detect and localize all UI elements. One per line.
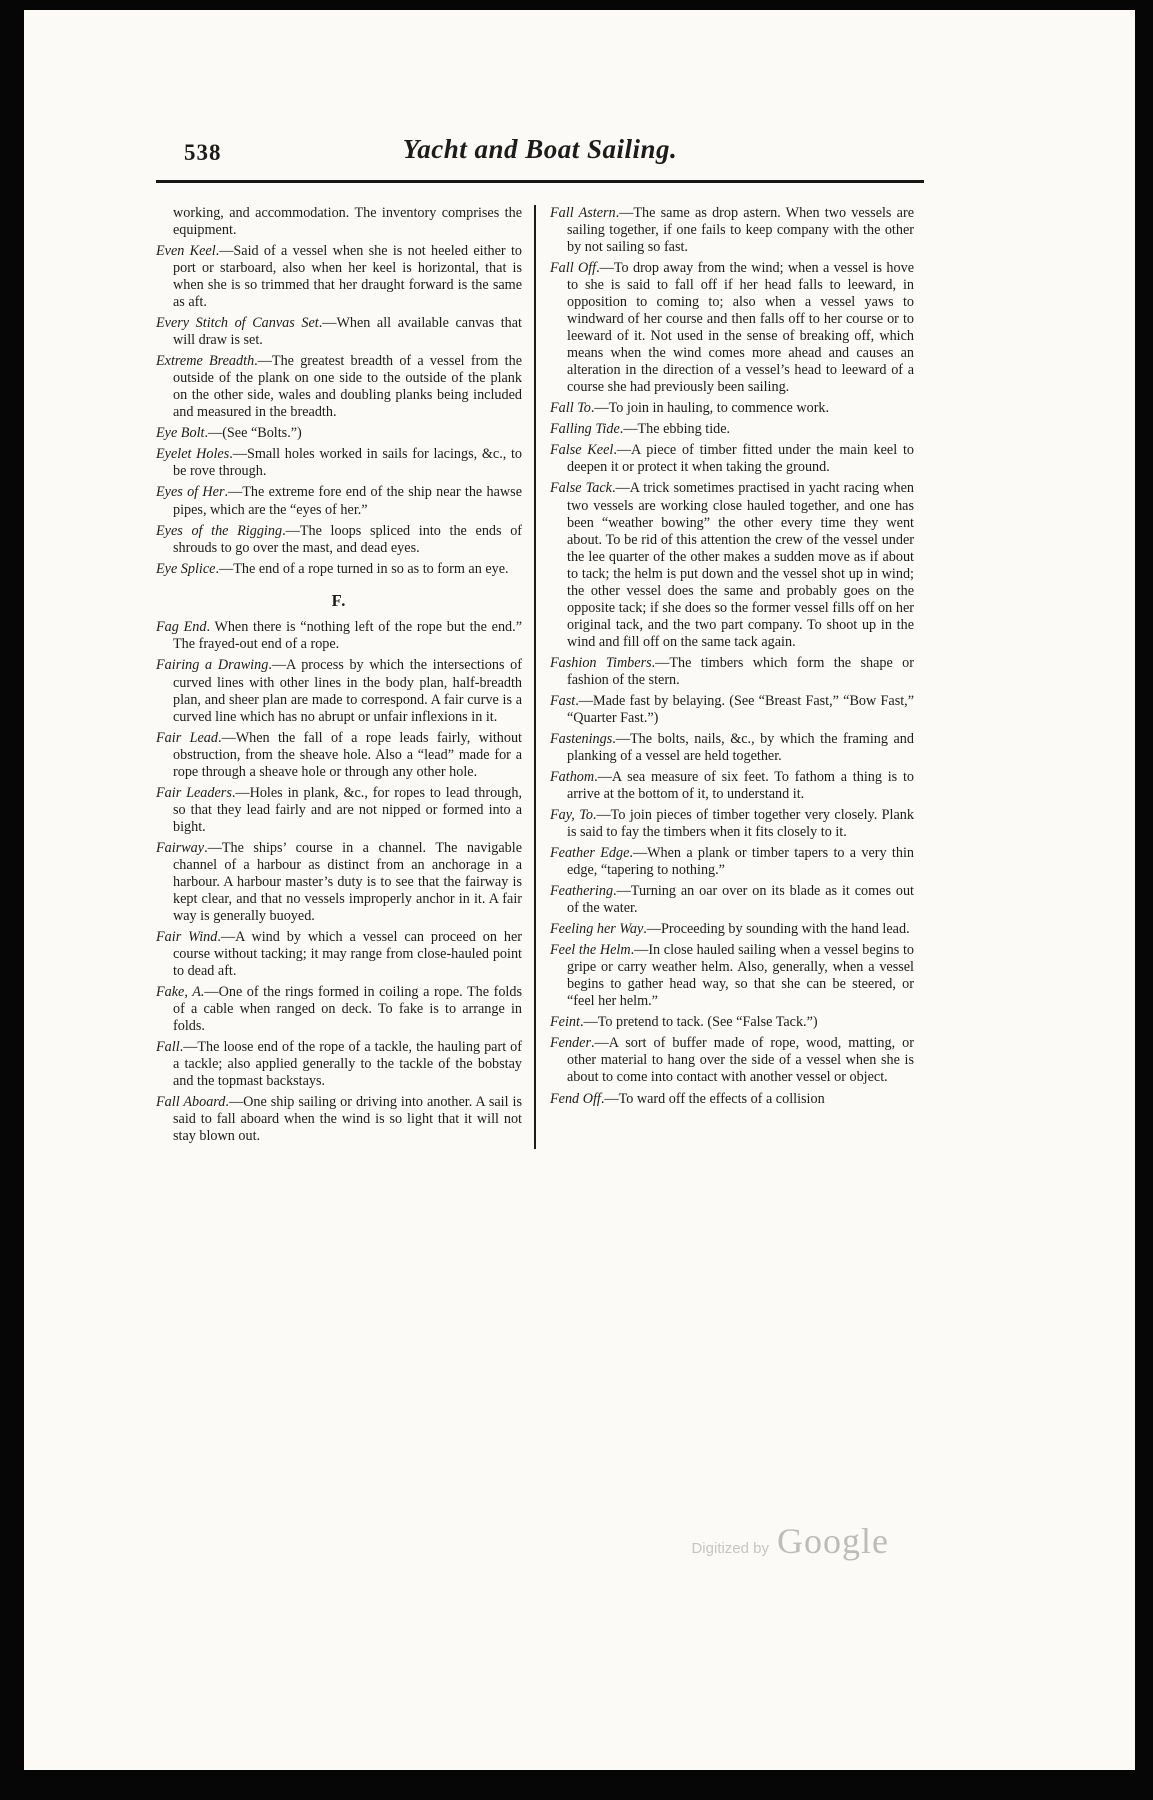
entry-term: Fender: [550, 1035, 591, 1052]
glossary-entry: [550, 421, 914, 438]
entry-term: Fall: [156, 1039, 180, 1056]
entry-definition: .—The bolts, nails, &c., by which the framing and planking of a vessel are held together.: [567, 730, 914, 764]
entry-definition: .—A sort of buffer made of rope, wood, matting, or other material to hang over the side of a vessel when she is about to come into contact with another vessel or object.: [567, 1035, 914, 1086]
entry-definition: .—A sea measure of six feet. To fathom a thing is to arrive at the bottom of it, to understand it.: [567, 768, 914, 802]
glossary-entry: [156, 619, 522, 653]
glossary-entry: [550, 655, 914, 689]
continuation-paragraph: [156, 205, 522, 239]
entry-term: Eye Bolt: [156, 425, 205, 442]
entry-term: Eyes of Her: [156, 484, 225, 501]
entry-term: Eyes of the Rigging: [156, 522, 283, 539]
page-title: Yacht and Boat Sailing.: [402, 134, 678, 164]
glossary-entry: [156, 984, 522, 1035]
entry-term: Eyelet Holes: [156, 446, 230, 463]
glossary-entry: [156, 840, 522, 925]
entry-term: Fairing a Drawing: [156, 657, 269, 674]
entry-definition: .—The loops spliced into the ends of shrouds to go over the mast, and dead eyes.: [173, 522, 523, 556]
entry-term: False Tack: [550, 480, 612, 497]
glossary-entry: [156, 1039, 522, 1090]
glossary-entry: [156, 484, 522, 518]
entry-definition: .—One ship sailing or driving into another. A sail is said to fall aboard when the wind is so light that it will not stay blown out.: [173, 1094, 522, 1145]
entry-term: Feint: [550, 1014, 580, 1031]
glossary-entry: [550, 1014, 914, 1031]
entry-definition: .—Holes in plank, &c., for ropes to lead through, so that they lead fairly and are not nipped or formed into a bight.: [173, 784, 523, 835]
entry-term: Fag End: [156, 619, 207, 636]
google-logo: Google: [777, 1521, 889, 1561]
glossary-entry: [156, 353, 522, 421]
glossary-entry: [550, 693, 914, 727]
entry-definition: .—The same as drop astern. When two vessels are sailing together, if one fails to keep company with the other by not sailing so fast.: [567, 205, 914, 256]
entry-definition: .—To drop away from the wind; when a vessel is hove to she is said to fall off if her head falls to leeward, in opposition to coming to; also when a vessel yaws to windward of her course and then falls off to her course or to leeward of it. Not used in the sense of breaking off, which means when the wind comes more ahead and causes an alteration in the direction of a vessel’s head to leeward of a course she had previously been sailing.: [567, 260, 914, 396]
glossary-entry: [156, 730, 522, 781]
entry-term: Fast: [550, 692, 576, 709]
entry-definition: .—The end of a rope turned in so as to form an eye.: [215, 560, 509, 577]
glossary-entry: [550, 400, 914, 417]
entry-definition: .—To ward off the effects of a collision: [600, 1090, 825, 1107]
glossary-entry: [550, 921, 914, 938]
entry-definition: .—The ships’ course in a channel. The navigable channel of a harbour as distinct from an anchorage in a harbour. A harbour master’s duty is to see that the fairway is kept clear, and that no vessels improperly anchor in it. A fair way is generally buoyed.: [173, 839, 522, 924]
entry-definition: .—To pretend to tack. (See “False Tack.”): [579, 1014, 818, 1031]
entry-definition: .—A wind by which a vessel can proceed on her course without tacking; it may range from close-hauled point to dead aft.: [173, 928, 522, 980]
glossary-entry: [550, 1035, 914, 1086]
glossary-entry: [550, 260, 914, 396]
entry-definition: .—The extreme fore end of the ship near the hawse pipes, which are the “eyes of her.”: [173, 484, 522, 518]
entry-definition: .—The loose end of the rope of a tackle, the hauling part of a tackle; also applied generally to the tackle of the bobstay and the topmast backstays.: [173, 1039, 522, 1090]
section-heading: F.: [331, 590, 347, 610]
glossary-entry: [156, 561, 522, 578]
glossary-entry: [550, 807, 914, 841]
entry-term: Fall To: [550, 400, 591, 417]
column-left: [156, 205, 534, 1149]
entry-term: Feeling her Way: [550, 921, 644, 938]
glossary-entry: [550, 205, 914, 256]
entry-definition: .—When all available canvas that will draw is set.: [173, 315, 522, 349]
entry-definition: .—When the fall of a rope leads fairly, without obstruction, from the sheave hole. Also a “lead” made for a rope through a sheave hole or through any other hole.: [173, 729, 522, 780]
google-watermark: [691, 1520, 889, 1562]
text-columns: [156, 205, 924, 1149]
glossary-entry: [550, 769, 914, 803]
entry-definition: . When there is “nothing left of the rope but the end.” The frayed-out end of a rope.: [173, 619, 522, 653]
entry-term: Fall Off: [550, 260, 597, 277]
entry-term: Fashion Timbers: [550, 654, 652, 671]
entry-term: Fake, A.: [156, 984, 205, 1001]
entry-term: False Keel: [550, 442, 614, 459]
glossary-entry: [550, 731, 914, 765]
entry-term: Every Stitch of Canvas Set: [156, 315, 319, 332]
page-header: [156, 132, 924, 176]
entry-definition: .—A piece of timber fitted under the main keel to deepen it or protect it when taking the ground.: [567, 442, 914, 476]
entry-definition: .—Turning an oar over on its blade as it comes out of the water.: [567, 883, 914, 917]
entry-definition: —One of the rings formed in coiling a rope. The folds of a cable when ranged on deck. To fake is to arrange in folds.: [173, 984, 522, 1035]
column-right: [536, 205, 914, 1149]
entry-term: Fall Aboard: [156, 1094, 226, 1111]
page-number: 538: [184, 140, 222, 165]
glossary-entry: [550, 942, 914, 1010]
entry-definition: .—Small holes worked in sails for lacings, &c., to be rove through.: [173, 446, 522, 480]
entry-definition: working, and accommodation. The inventory comprises the equipment.: [173, 205, 522, 239]
entry-term: Even Keel: [156, 243, 216, 260]
header-rule: [156, 180, 924, 183]
entry-term: Fathom: [550, 768, 595, 785]
entry-definition: .—Said of a vessel when she is not heeled either to port or starboard, also when her keel is horizontal, that is when she is so trimmed that her draught forward is the same as aft.: [173, 243, 522, 311]
entry-definition: .—Proceeding by sounding with the hand lead.: [643, 921, 910, 938]
glossary-entry: [156, 1094, 522, 1145]
book-page: [24, 10, 1135, 1770]
glossary-entry: [156, 785, 522, 836]
glossary-entry: [156, 523, 522, 557]
text-block: [156, 132, 924, 1149]
glossary-entry: [550, 480, 914, 650]
glossary-entry: [156, 446, 522, 480]
entry-term: Feather Edge: [550, 845, 630, 862]
entry-term: Falling Tide: [550, 421, 620, 438]
entry-term: Fair Leaders: [156, 784, 232, 801]
entry-term: Fay, To: [550, 807, 593, 824]
entry-definition: .—(See “Bolts.”): [204, 425, 302, 442]
entry-definition: .—The ebbing tide.: [619, 421, 731, 438]
entry-definition: .—In close hauled sailing when a vessel begins to gripe or carry weather helm. Also, generally, when a vessel begins to gather head way, so that she can be steered, or “feel her helm.”: [567, 942, 914, 1010]
entry-term: Eye Splice: [156, 560, 216, 577]
glossary-entry: [156, 315, 522, 349]
entry-term: Fastenings: [550, 730, 613, 747]
entry-definition: .—To join pieces of timber together very closely. Plank is said to fay the timbers when it fits closely to it.: [567, 807, 914, 841]
glossary-entry: [550, 845, 914, 879]
entry-definition: .—Made fast by belaying. (See “Breast Fast,” “Bow Fast,” “Quarter Fast.”): [567, 692, 914, 726]
entry-definition: .—A process by which the intersections of curved lines with other lines in the body plan, half-breadth plan, and sheer plan are made to correspond. A fair curve is a curved line which has no abrupt or unfair inflexions in it.: [173, 657, 522, 725]
entry-term: Fair Lead: [156, 729, 218, 746]
entry-term: Feel the Helm: [550, 942, 631, 959]
glossary-entry: [550, 1091, 914, 1108]
entry-definition: .—To join in hauling, to commence work.: [590, 400, 830, 417]
entry-definition: .—A trick sometimes practised in yacht racing when two vessels are working close hauled together, and one has been “weather bowing” the other every time they went about. To be rid of this attention the crew of the vessel under the lee quarter of the other makes a sudden move as if about to tack; the helm is put down and the vessel shot up in wind; the other vessel does the same and probably goes on the opposite tack; if she does so the former vessel fills off on her original tack, and the two part company. To shoot up in the wind and fill off on the same tack again.: [567, 480, 915, 650]
entry-term: Fend Off: [550, 1090, 601, 1107]
entry-term: Feathering: [550, 883, 614, 900]
digitized-by-label: Digitized by: [691, 1540, 770, 1557]
glossary-entry: [156, 657, 522, 725]
entry-term: Fall Astern: [550, 205, 616, 221]
glossary-entry: [550, 883, 914, 917]
glossary-entry: [156, 929, 522, 980]
entry-definition: .—The greatest breadth of a vessel from the outside of the plank on one side to the outside of the plank on the other side, wales and doubling planks being included and measured in the breadth.: [173, 353, 522, 421]
glossary-entry: [156, 243, 522, 311]
entry-term: Fairway: [156, 839, 205, 856]
glossary-entry: [156, 425, 522, 442]
entry-definition: .—The timbers which form the shape or fashion of the stern.: [567, 654, 914, 688]
entry-term: Fair Wind: [156, 928, 218, 945]
glossary-entry: [550, 442, 914, 476]
entry-term: Extreme Breadth: [156, 353, 255, 370]
entry-definition: .—When a plank or timber tapers to a very thin edge, “tapering to nothing.”: [567, 845, 914, 879]
